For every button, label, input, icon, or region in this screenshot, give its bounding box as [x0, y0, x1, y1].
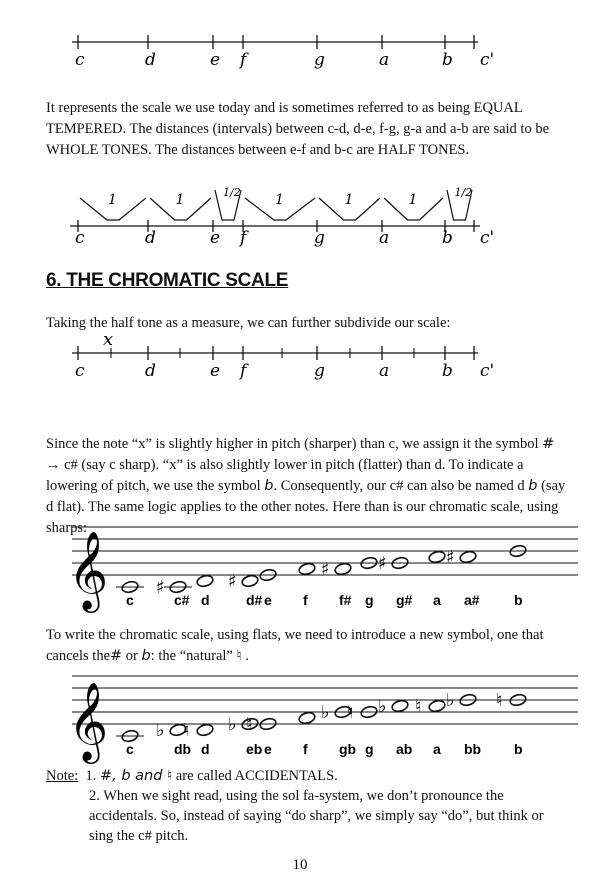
note-label: Note: [46, 768, 79, 784]
whole-note [196, 574, 214, 588]
natural-icon: ♮ [183, 720, 190, 741]
flat-icon: ♭ [156, 720, 165, 741]
note-item-2: 2. When we sight read, using the sol fa-system, we don’t pronounce the accidentals. So, instead of saying “do sharp”, we simply say “do”, but think or sing the c# pitch. [89, 788, 544, 844]
note-label: f# [339, 592, 352, 608]
treble-clef-icon: 𝄞 [68, 531, 109, 610]
interval-number: 1 [175, 192, 185, 208]
note-label: c# [174, 592, 190, 608]
note-label: g [365, 741, 374, 757]
interval-label: c' [480, 228, 495, 248]
flat-icon: ♭ [378, 696, 387, 717]
whole-note [391, 699, 409, 713]
scale-label: c' [480, 50, 495, 70]
staff-flats-labels [126, 741, 523, 757]
whole-note [334, 562, 352, 576]
scale-label: d [145, 361, 156, 381]
flat-symbol: b [141, 648, 151, 664]
note-label: ab [396, 741, 413, 757]
flat-icon: ♭ [228, 714, 237, 735]
sharp-symbol: # [110, 648, 123, 664]
note-label: g# [396, 592, 413, 608]
scale-label: a [379, 361, 390, 381]
note-label: f [303, 592, 308, 608]
interval-label: d [145, 228, 156, 248]
interval-label: g [314, 228, 325, 248]
scale-label: c [75, 50, 85, 70]
note-label: a# [464, 592, 480, 608]
scale-line-diagram-2 [0, 329, 600, 416]
scale-line-1-ticks [72, 35, 478, 49]
note-label: f [303, 741, 308, 757]
interval-number: 1/2 [223, 186, 241, 199]
natural-icon: ♮ [415, 696, 422, 717]
interval-diagram-labels [75, 228, 494, 248]
sharp-icon: ♯ [228, 571, 237, 592]
interval-label: e [210, 228, 221, 248]
note-label: bb [464, 741, 482, 757]
page-number: 10 [292, 857, 308, 873]
scale-line-1-labels [75, 50, 494, 70]
note-label: eb [246, 741, 263, 757]
whole-note [459, 550, 477, 564]
scale-label: g [314, 50, 325, 70]
natural-symbol: ♮ [236, 648, 242, 664]
interval-number: 1 [108, 192, 117, 208]
note-label: e [264, 741, 272, 757]
note-label: a [433, 592, 441, 608]
sharp-symbol: # [542, 436, 555, 452]
staff-sharps [0, 515, 600, 625]
paragraph-sharp-flat: Since the note “x” is slightly higher in pitch (sharper) than c, we assign it the symbol # → c# (say c sharp). “x” is also slightly lower in pitch (flatter) than d. To indicate a lowering of pitch, we use the symbol b. Consequently, our c# can also be named d b (say d flat). The same logic applies to the other notes. Here than is our chromatic scale, using sharps: [46, 436, 566, 536]
scale-line-diagram-1 [0, 25, 600, 105]
whole-note [298, 562, 316, 576]
interval-number: 1 [344, 192, 354, 208]
scale-label: d [145, 50, 156, 70]
scale-line-2-ticks [72, 346, 478, 360]
scale-label: c [75, 361, 85, 381]
flat-symbol: b [264, 478, 274, 494]
scale-label: e [210, 50, 221, 70]
staff-flats [0, 664, 600, 774]
note-label: d [201, 592, 210, 608]
note-label: d# [246, 592, 263, 608]
interval-label: a [379, 228, 390, 248]
whole-note [298, 711, 316, 725]
scale-label: a [379, 50, 390, 70]
interval-label: f [240, 228, 247, 248]
note-item-1: Note: 1. #, b and ♮ are called ACCIDENTALS. [46, 768, 338, 784]
paragraph-natural: To write the chromatic scale, using flats, we need to introduce a new symbol, one that cancels the# or b: the “natural” ♮ . [46, 627, 544, 664]
scale-label: b [442, 50, 453, 70]
note-label: b [514, 741, 523, 757]
note-label: e [264, 592, 272, 608]
note-label: c [126, 741, 134, 757]
note-label: c [126, 592, 134, 608]
notes-block [46, 766, 566, 846]
interval-diagram [0, 176, 600, 256]
flat-icon: ♭ [446, 690, 455, 711]
scale-label: e [210, 361, 221, 381]
interval-number: 1/2 [454, 186, 473, 199]
sharp-icon: ♯ [446, 547, 455, 568]
interval-number: 1 [408, 192, 418, 208]
scale-label: b [442, 361, 453, 381]
staff-sharps-notes [116, 544, 527, 598]
note-label: db [174, 741, 192, 757]
arrow-icon: → [46, 457, 61, 473]
scale-label: c' [480, 361, 495, 381]
staff-flats-notes [116, 690, 527, 743]
natural-icon: ♮ [496, 690, 503, 711]
sharp-icon: ♯ [378, 553, 387, 574]
staff-sharps-labels [126, 592, 523, 608]
paragraph-equal-tempered: It represents the scale we use today and is sometimes referred to as being EQUAL TEMPERED. The distances (intervals) between c-d, d-e, f-g, g-a and a-b are said to be WHOLE TONES. The distances between e-f and b-c are HALF TONES. [46, 100, 550, 158]
interval-number: 1 [275, 192, 284, 208]
scale-label: f [240, 50, 247, 70]
flat-symbol: b [528, 478, 538, 494]
sharp-icon: ♯ [321, 559, 330, 580]
treble-clef-icon: 𝄞 [68, 682, 109, 761]
interval-label: c [75, 228, 85, 248]
sharp-icon: ♯ [156, 577, 165, 598]
natural-icon: ♮ [347, 702, 354, 723]
note-label: a [433, 741, 441, 757]
note-label: gb [339, 741, 357, 757]
note-label: g [365, 592, 374, 608]
whole-note [241, 574, 259, 588]
section-heading: 6. THE CHROMATIC SCALE [46, 270, 289, 291]
interval-label: b [442, 228, 453, 248]
note-label: d [201, 741, 210, 757]
whole-note [428, 550, 446, 564]
interval-diagram-numbers [108, 186, 472, 208]
natural-icon: ♮ [246, 714, 253, 735]
x-marker-label: x [103, 329, 114, 350]
scale-label: g [314, 361, 325, 381]
scale-line-2-labels [75, 361, 494, 381]
flat-icon: ♭ [321, 702, 330, 723]
scale-label: f [240, 361, 247, 381]
whole-note [196, 723, 214, 737]
whole-note [428, 699, 446, 713]
note-label: b [514, 592, 523, 608]
paragraph-subdivide: Taking the half tone as a measure, we can further subdivide our scale: [46, 315, 451, 331]
